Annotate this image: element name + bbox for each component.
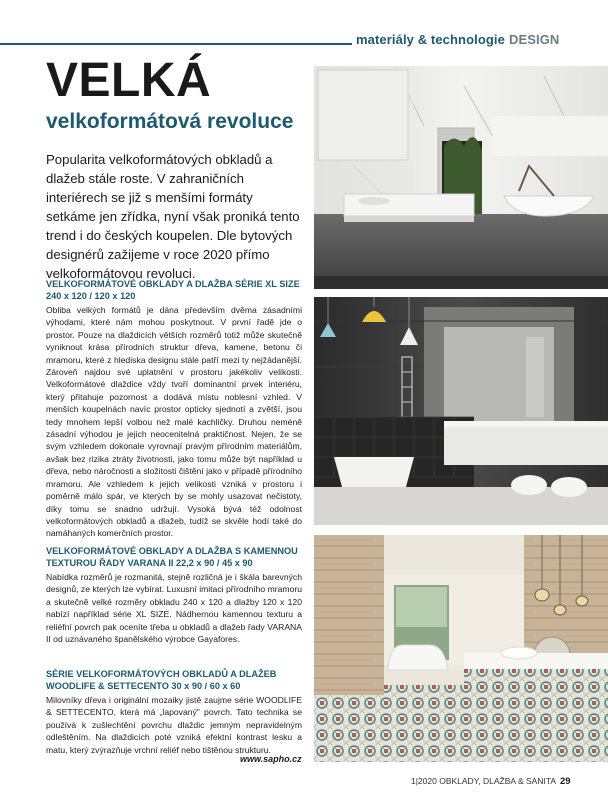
section-heading-line1: SÉRIE VELKOFORMÁTOVÝCH OBKLADŮ A DLAŽEB: [46, 669, 277, 679]
section-heading: [46, 668, 302, 692]
photo-marble-bathroom: [314, 66, 608, 289]
section-body: Nabídka rozměrů je rozmanitá, stejně rozličná je i škála barevných designů, ze kterých lze vybírat. Luxusní imitaci přírodního mramoru a skutečně velké rozměry obkladu 240 x 120 a dlažby 120 x 120 nabízí například série XL SIZE. Nádhernou kamennou texturu a reliéfní povrch pak oceníte třeba u obkladů a dlažeb řady VARANA II od uznávaného španělského výrobce Gayafores.: [46, 572, 302, 645]
section-label: [356, 32, 559, 47]
article-lead: Popularita velkoformátových obkladů a dlažeb stále roste. V zahraničních interiérech se již s menšími formáty setkáme jen zřídka, nyní však proniká tento trend i do českých koupelen. Dle bytových designérů zažijeme v roce 2020 přímo velkoformátovou revoluci.: [46, 152, 300, 281]
photo-wood-patterned-bathroom: [314, 535, 608, 762]
article-subtitle: velkoformátová revoluce: [46, 110, 294, 133]
section-heading: [46, 545, 302, 569]
section-xl-size: [46, 278, 302, 540]
section-category-highlight: DESIGN: [508, 32, 560, 47]
section-heading: [46, 278, 302, 302]
page-footer: [411, 776, 571, 787]
section-varana: [46, 545, 302, 645]
section-heading-line2: WOODLIFE & SETTECENTO 30 x 90 / 60 x 60: [46, 681, 241, 691]
section-heading-line1: VELKOFORMÁTOVÉ OBKLADY A DLAŽBA SÉRIE XL SIZE: [46, 279, 300, 289]
section-heading-line2: 240 x 120 / 120 x 120: [46, 291, 136, 301]
section-body: Milovníky dřeva i originální mozaiky jistě zaujme série WOODLIFE & SETTECENTO, která má „lapovaný" povrch. Tato technika se používá k zušlechtění povrchu dlaždic jemným nepravidelným odleštěním. Na dlaždicích poté vzniká efektní kontrast lesku a matu, který zvýrazňuje vrchní reliéf nebo tištěnou strukturu.: [46, 695, 302, 755]
photo-dark-bathroom: [314, 297, 608, 525]
section-heading-line1: VELKOFORMÁTOVÉ OBKLADY A DLAŽBA S KAMENNOU: [46, 546, 298, 556]
header-rule: [0, 43, 352, 45]
website-link[interactable]: www.sapho.cz: [240, 754, 302, 764]
page-number: 29: [559, 776, 571, 787]
section-body: Obliba velkých formátů je dána především dvěma zásadními výhodami, které nám mohou poskytnout. V první řadě jde o prostor. Pouze na dlaždicích větších rozměrů totiž může skutečně vyniknout krása přírodních struktur dřeva, kamene, betonu či mramoru, které z hlediska designu stále patří mezi ty nejžádanější. Zároveň najdou své uplatnění v prostoru jakékoliv velikosti. Velkoformátové dlaždice vždy tvoří dominantní prvek interiéru, který přitahuje pozornost a dodává místu noblesní vzhled. V menších koupelnách navíc prostor opticky sjednotí a zvětší, jsou tedy mnohem lepší volbou než malé kachličky. Druhou neméně zásadní výhodou je jejich neocenitelná praktičnost. Nejen, že se svým vzhledem dokonale vyrovnají pravým přírodním materiálům, avšak bez rizika ztráty životnosti, jako tomu může být například u dřeva, nebo náročnosti a složitosti čištění jako v případě přírodního mramoru. Ale vzhledem k jejich velikosti vzniká v prostoru i poměrně málo spár, ve kterých by se mohly usazovat nečistoty, díky tomu se snadno udržují. Vysoká bývá též odolnost velkoformátových obkladů a dlažeb, tudíž se skvěle hodí také do namáhaných komerčních prostor.: [46, 305, 302, 539]
section-woodlife: [46, 668, 302, 756]
footer-issue: 1|2020 OBKLADY, DLAŽBA & SANITA: [411, 776, 556, 786]
section-category: materiály & technologie: [356, 32, 505, 47]
section-heading-line2: TEXTUROU ŘADY VARANA II 22,2 x 90 / 45 x 90: [46, 558, 253, 568]
article-title: VELKÁ: [46, 54, 212, 107]
